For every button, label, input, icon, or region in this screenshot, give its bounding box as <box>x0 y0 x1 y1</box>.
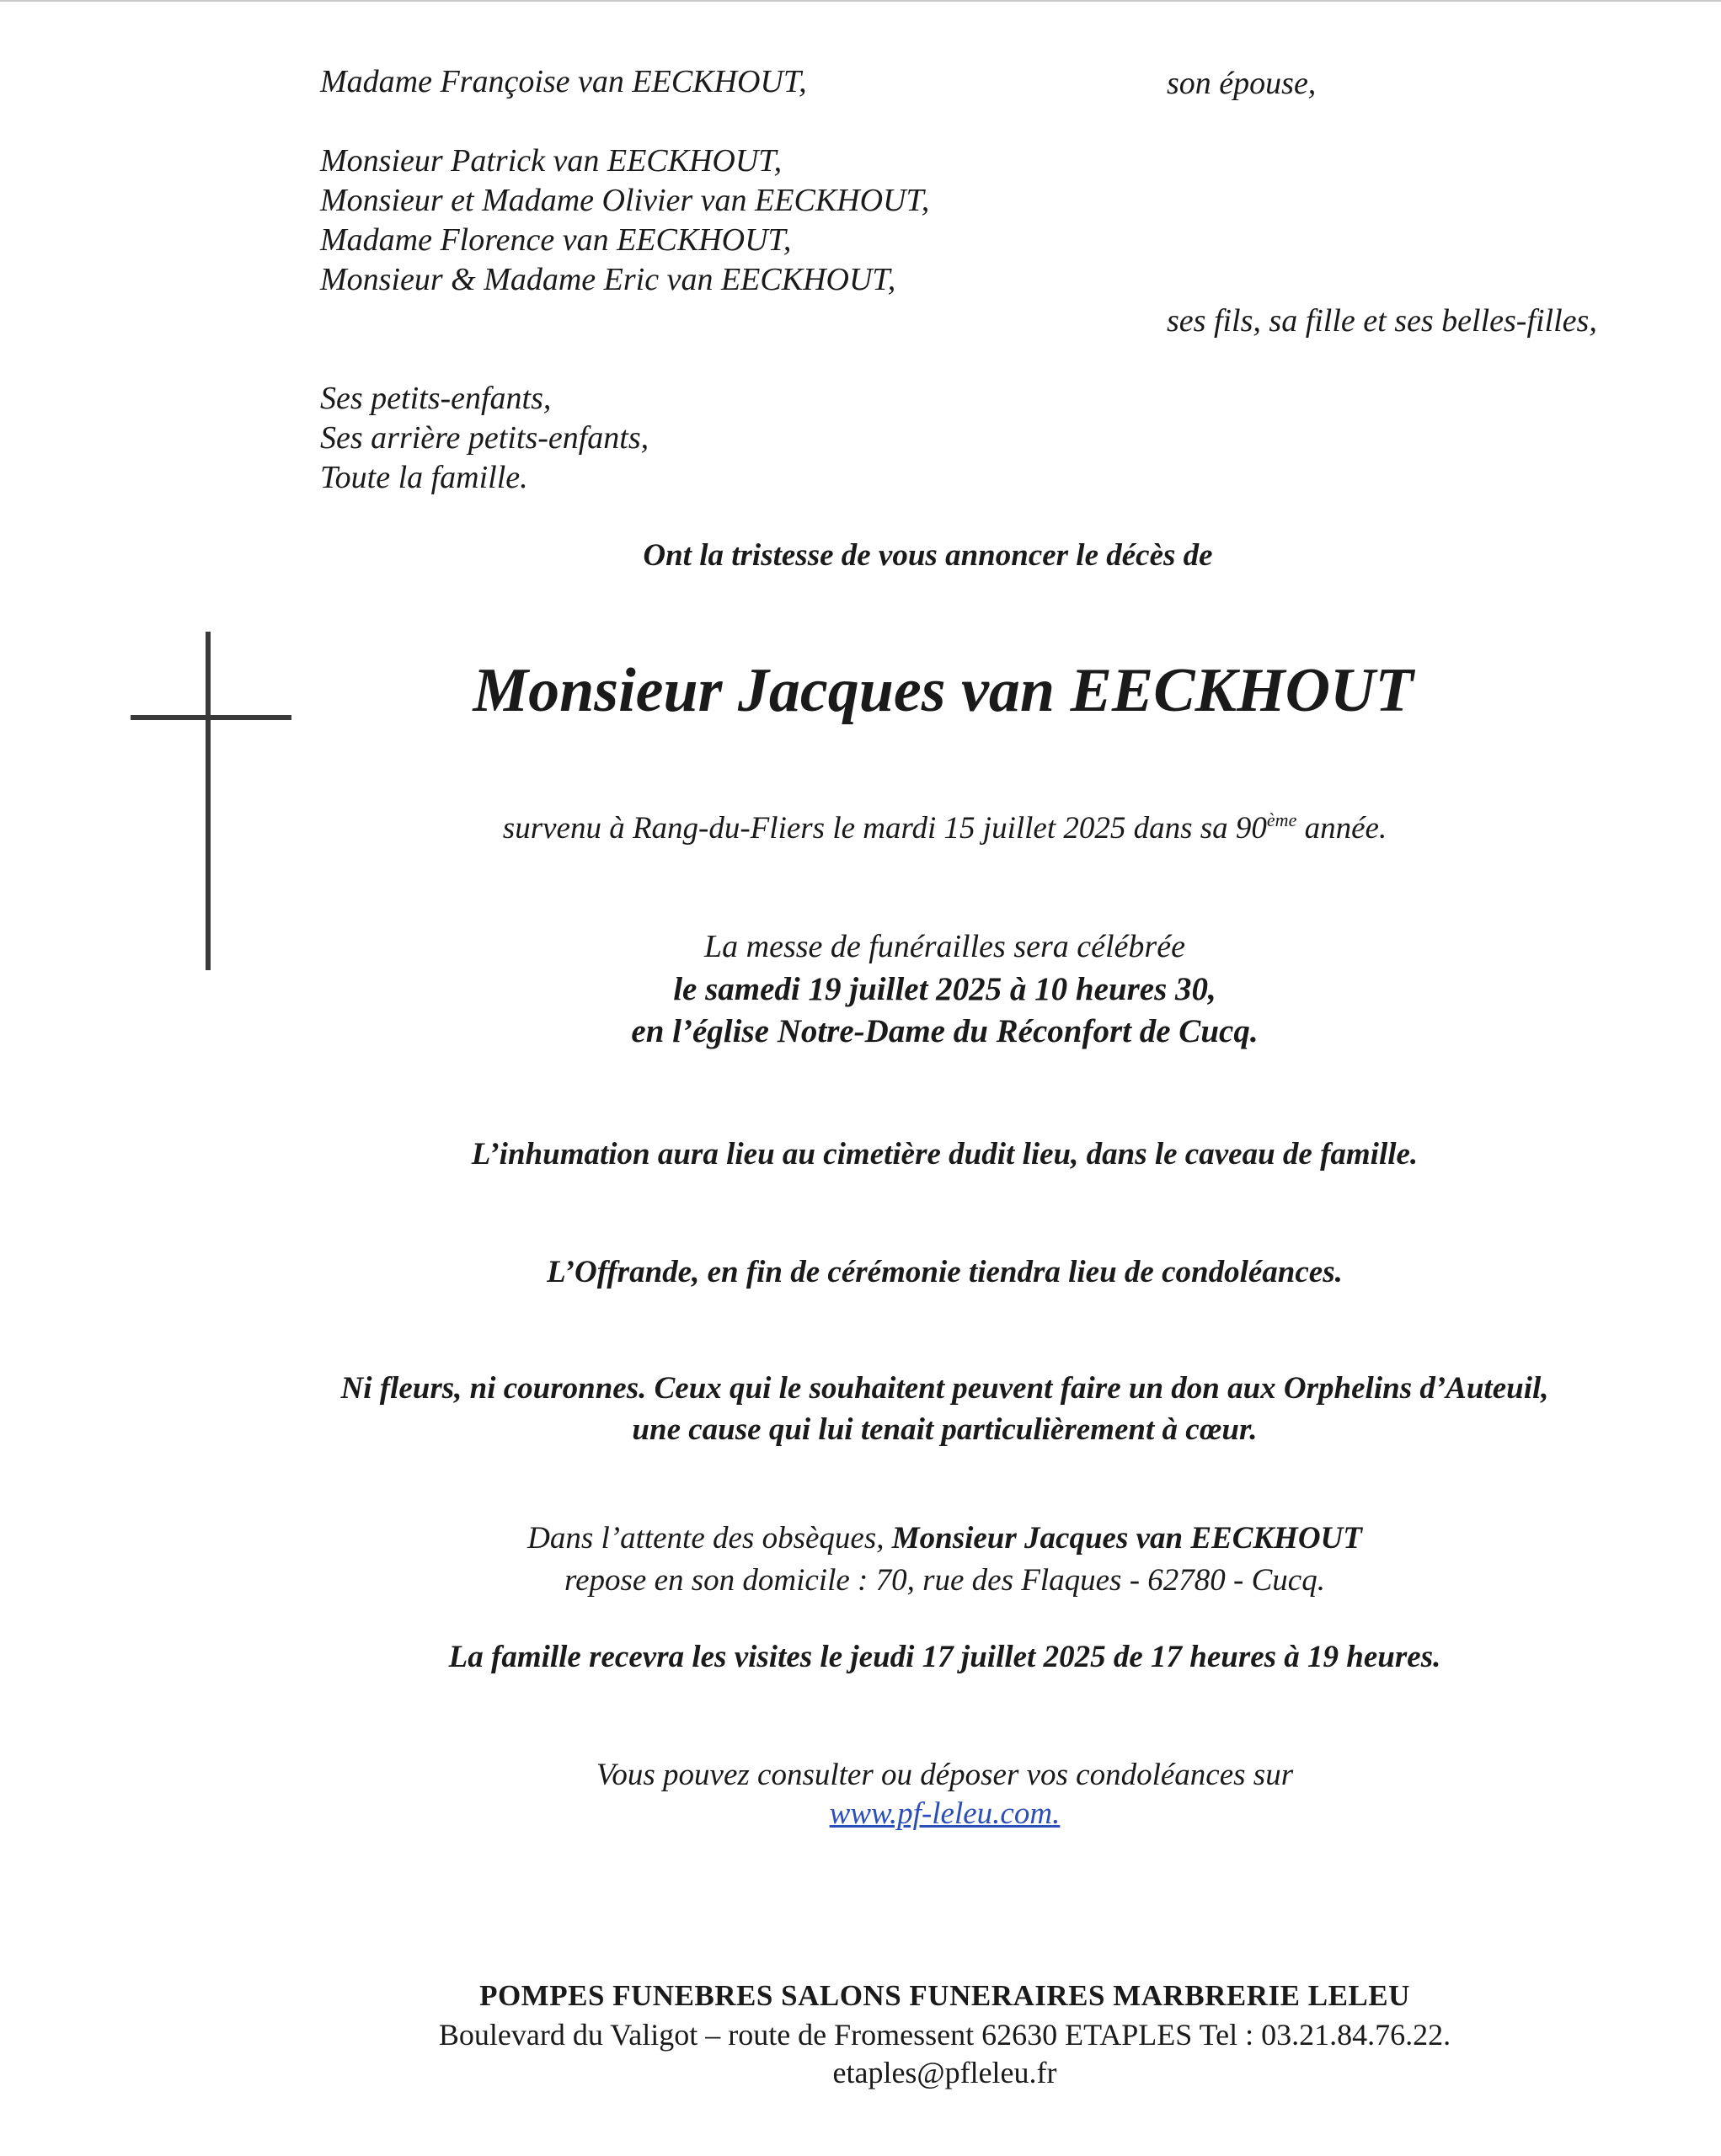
wife-relation: son épouse, <box>1167 66 1317 101</box>
burial-info: L’inhumation aura lieu au cimetière dudit lieu, dans le caveau de famille. <box>471 1137 1419 1171</box>
top-border <box>0 0 1721 2</box>
condolences-link[interactable]: www.pf-leleu.com <box>829 1796 1053 1831</box>
rest-line-1: Dans l’attente des obsèques, Monsieur Jacques van EECKHOUT <box>527 1521 1362 1556</box>
footer-company: POMPES FUNEBRES SALONS FUNERAIRES MARBRERIE LELEU <box>479 1979 1410 2012</box>
mass-intro: La messe de funérailles sera célébrée <box>704 929 1185 964</box>
announcement-intro: Ont la tristesse de vous annoncer le décès de <box>643 538 1213 573</box>
child-name: Madame Florence van EECKHOUT, <box>320 222 792 258</box>
visits-info: La famille recevra les visites le jeudi 17 juillet 2025 de 17 heures à 19 heures. <box>448 1640 1441 1674</box>
footer-address: Boulevard du Valigot – route de Fromessent 62630 ETAPLES Tel : 03.21.84.76.22. <box>438 2018 1451 2052</box>
donation-line-2: une cause qui lui tenait particulièrement à cœur. <box>632 1412 1258 1447</box>
mass-location: en l’église Notre-Dame du Réconfort de Cucq. <box>631 1013 1259 1049</box>
child-name: Monsieur et Madame Olivier van EECKHOUT, <box>320 183 930 218</box>
wife-name: Madame Françoise van EECKHOUT, <box>320 64 807 99</box>
child-name: Monsieur & Madame Eric van EECKHOUT, <box>320 262 896 297</box>
deceased-name: Monsieur Jacques van EECKHOUT <box>473 656 1414 725</box>
relatives-line: Toute la famille. <box>320 460 528 495</box>
rest-line-2: repose en son domicile : 70, rue des Flaques - 62780 - Cucq. <box>564 1563 1325 1598</box>
other-relatives <box>320 379 649 498</box>
condolences-link-line: www.pf-leleu.com. <box>829 1796 1061 1831</box>
mass-date: le samedi 19 juillet 2025 à 10 heures 30, <box>673 971 1216 1007</box>
children-relation: ses fils, sa fille et ses belles-filles, <box>1167 303 1597 339</box>
condolences-line: Vous pouvez consulter ou déposer vos condoléances sur <box>596 1758 1294 1792</box>
footer-email: etaples@pfleleu.fr <box>832 2056 1057 2089</box>
relatives-line: Ses arrière petits-enfants, <box>320 420 649 456</box>
donation-line-1: Ni fleurs, ni couronnes. Ceux qui le souhaitent peuvent faire un don aux Orphelins d’Auteuil, <box>340 1371 1549 1406</box>
offering-info: L’Offrande, en fin de cérémonie tiendra lieu de condoléances. <box>547 1255 1343 1289</box>
relatives-line: Ses petits-enfants, <box>320 381 552 416</box>
death-notice: survenu à Rang-du-Fliers le mardi 15 juillet 2025 dans sa 90ème année. <box>502 809 1387 846</box>
child-name: Monsieur Patrick van EECKHOUT, <box>320 143 783 179</box>
children-list <box>320 141 929 300</box>
